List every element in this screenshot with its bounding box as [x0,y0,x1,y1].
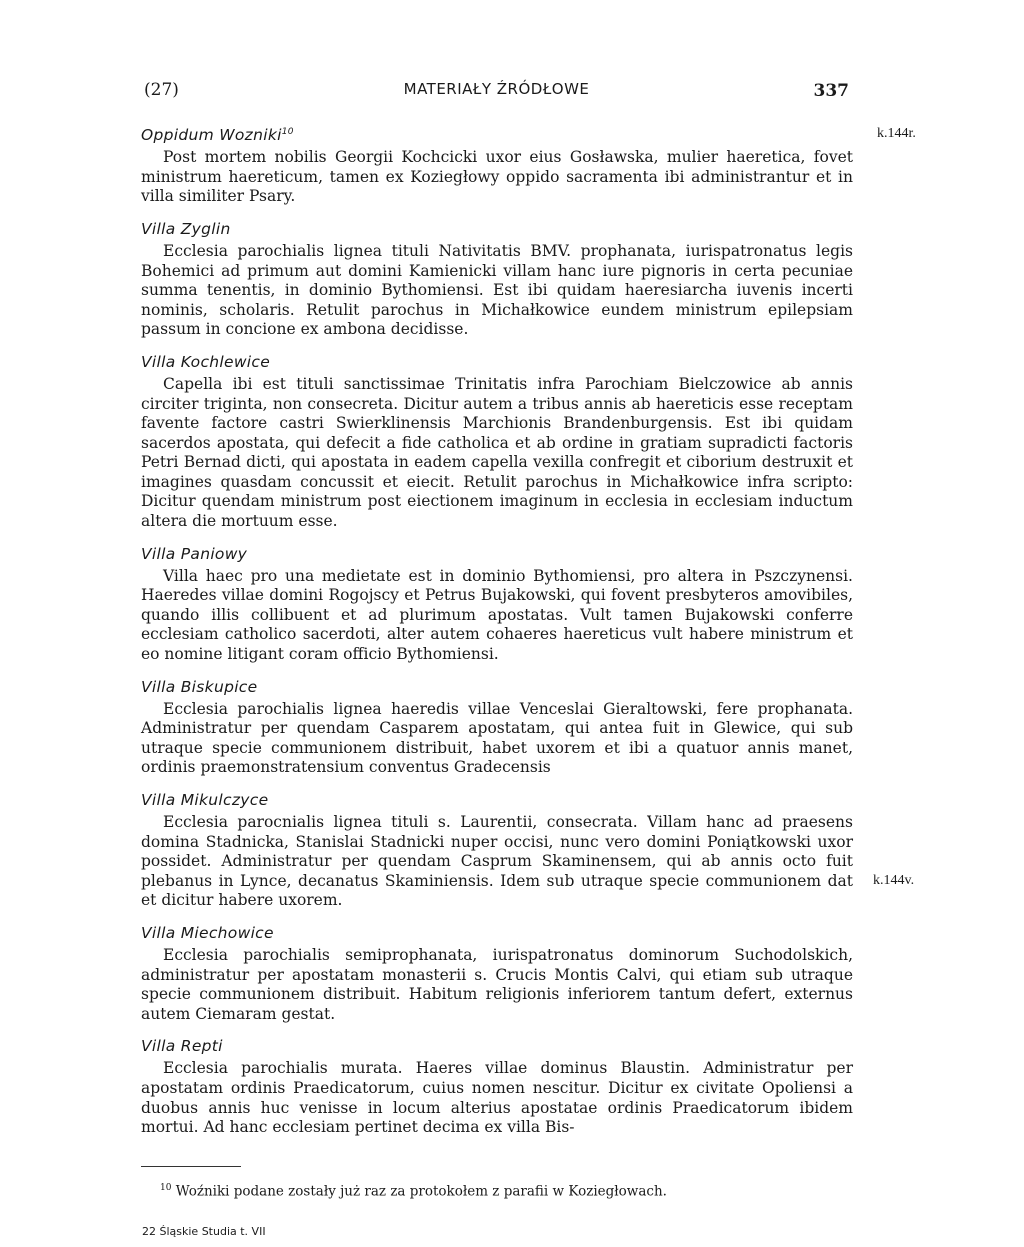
section-heading: Villa Paniowy [141,544,248,563]
section-heading: Villa Biskupice [141,677,258,696]
section [141,544,853,665]
section-heading: Villa Mikulczyce [141,791,269,809]
footnote-rule [141,1166,241,1167]
footnote-ref: 10 [281,127,294,137]
margin-note-2: k.144v. [873,873,915,888]
section [141,352,853,532]
section-text: Ecclesia parochialis murata. Haeres villae dominus Blaustin. Administratur per apostatam ordinis Praedicatorum, cuius nomen nescitur. Dicitur ex civitate Opoliensi a duobus annis huc venisse in locum alterius apostatae ordinis Praedicatorum ibidem mortui. Ad hanc ecclesiam pertinet decima ex villa Bis- [141,1059,853,1137]
page-body [141,122,853,1150]
margin-note-1: k.144r. [877,126,916,141]
section-heading: Villa Miechowice [141,923,274,942]
section-heading: Villa Repti [141,1037,223,1056]
section-heading: Villa Kochlewice [141,352,271,371]
footnote [160,1183,667,1200]
section [141,219,853,340]
section [141,122,853,207]
section [141,790,853,911]
section-text: Ecclesia parochialis lignea haeredis villae Venceslai Gieraltowski, fere prophanata. Administratur per quendam Casparem apostatam, qui antea fuit in Glewice, qui sub utraque specie communionem distribuit, habet uxorem et ibi a quatuor annis manet, ordinis praemonstratensium conventus Gradecensis [141,699,853,777]
section-text: Ecclesia parochialis lignea tituli Nativitatis BMV. prophanata, iurispatronatus legis Bohemici ad primum aut domini Kamienicki villam hanc iure pignoris in certa pecuniae summa tenentis, in dominio Bythomiensi. Est ibi quidam haeresiarcha iuvenis incerti nominis, scholaris. Retulit parochus in Michałkowice eundem ministrum epilepsiam passum in concione ex ambona decidisse. [141,241,853,339]
section-text: Post mortem nobilis Georgii Kochcicki uxor eius Gosławska, mulier haeretica, fovet ministrum haereticum, tamen ex Koziegłowy oppido sacramenta ibi administrantur et in villa similiter Psary. [141,148,853,206]
footnote-number: 10 [160,1183,172,1193]
section [141,1036,853,1137]
section [141,923,853,1024]
running-header [144,80,849,104]
section-text: Villa haec pro una medietate est in dominio Bythomiensi, pro altera in Pszczynensi. Haeredes villae domini Rogojscy et Petrus Bujakowski, qui fovent presbyteros amovibiles, quando illis collibuent et ad plurimum apostatas. Vult tamen Bujakowski conferre ecclesiam catholico sacerdoti, alter autem cohaeres haereticus vult habere ministrum et eo nomine litigant coram officio Bythomiensi. [141,566,853,664]
printer-signature: 22 Śląskie Studia t. VII [142,1225,266,1238]
section-heading: Villa Zyglin [141,219,231,238]
section [141,677,853,778]
header-title: MATERIAŁY ŹRÓDŁOWE [403,80,590,98]
section-text: Ecclesia parochialis semiprophanata, iurispatronatus dominorum Suchodolskich, administratur per apostatam monasterii s. Crucis Montis Calvi, qui etiam sub utraque specie communionem distribuit. Habitum religionis inferiorem tantum defert, externus autem Ciemaram gestat. [141,945,853,1023]
section-text: Ecclesia parocnialis lignea tituli s. Laurentii, consecrata. Villam hanc ad praesens domina Stadnicka, Stanislai Stadnicki nuper occisi, nunc vero domini Poniątkowski uxor possidet. Administratur per quendam Casprum Skaminensem, qui ab annis octo fuit plebanus in Lynce, decanatus Skaminiensis. Idem sub utraque specie communionem dat et dicitur habere uxorem. [141,813,853,910]
page-number: 337 [813,81,849,101]
header-left: (27) [144,80,179,100]
footnote-text: Woźniki podane zostały już raz za protokołem z parafii w Koziegłowach. [175,1183,667,1200]
section-text: Capella ibi est tituli sanctissimae Trinitatis infra Parochiam Bielczowice ab annis circiter triginta, non consecreta. Dicitur autem a tribus annis ab haereticis esse receptam favente factore castri Swierklinensis Marchionis Brandenburgensis. Est ibi quidam sacerdos apostata, qui defecit a fide catholica et ab ordine in gratiam supradicti factoris Petri Bernad dicti, qui apostata in eadem capella vexilla confregit et ciborium destruxit et imagines quasdam concussit et eiecit. Retulit parochus in Michałkowice infra scripto: Dicitur quendam ministrum post eiectionem imaginum in ecclesia in ecclesiam inductum altera die mortuum esse. [141,374,853,531]
section-heading: Oppidum Wozniki$^{10}$ [141,126,294,145]
